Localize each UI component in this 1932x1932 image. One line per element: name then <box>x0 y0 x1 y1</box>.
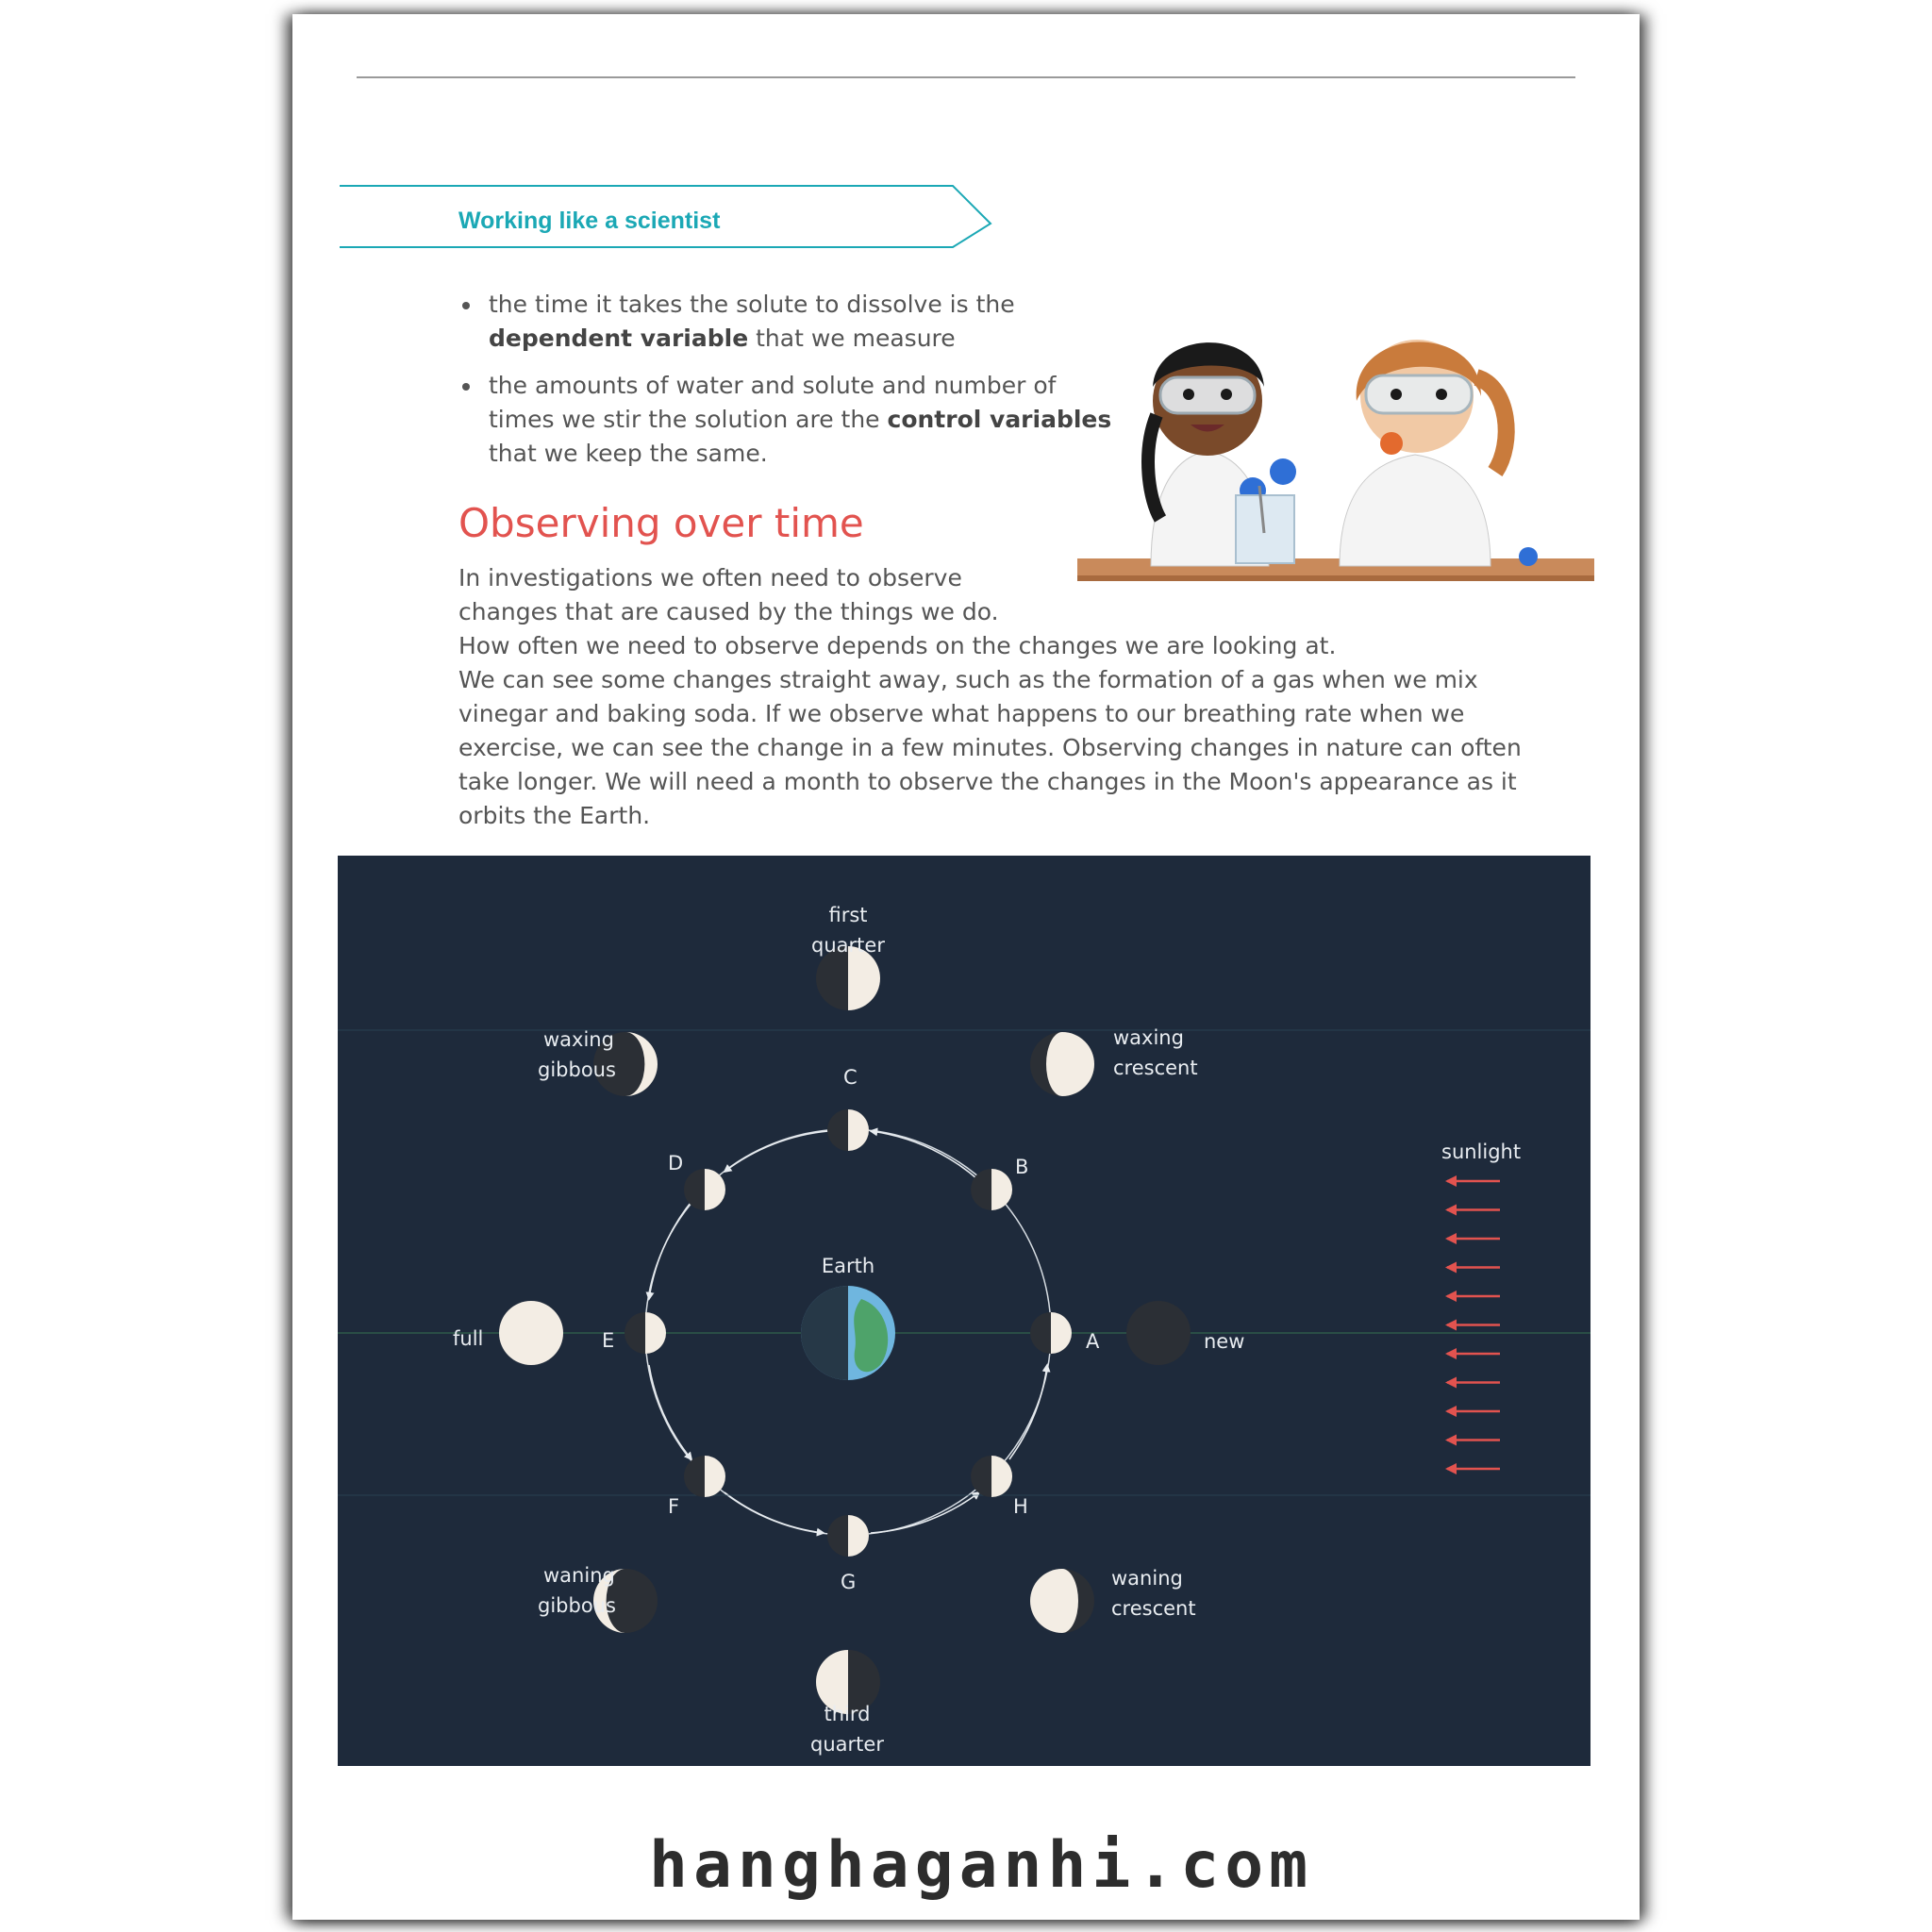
sunlight-arrow <box>1445 1175 1500 1187</box>
orbit-arrow <box>724 1492 824 1533</box>
orbit-label-e: E <box>602 1329 615 1352</box>
orbit-moon-c <box>827 1109 869 1151</box>
sunlight-arrow <box>1445 1463 1500 1474</box>
paragraph-line: In investigations we often need to observe <box>458 564 962 591</box>
orbit-moon-d <box>684 1169 725 1210</box>
phase-label-waxing-crescent-1: waxing <box>1113 1026 1184 1049</box>
phase-label-new: new <box>1204 1330 1245 1353</box>
earth-globe <box>801 1286 895 1380</box>
orbit-label-h: H <box>1013 1495 1028 1518</box>
phase-label-waning-gibbous-1: waning <box>543 1564 615 1587</box>
sunlight-arrow <box>1445 1205 1500 1216</box>
phase-label-waning-crescent-1: waning <box>1111 1567 1183 1590</box>
sunlight-arrow <box>1445 1262 1500 1274</box>
phase-moon-waning-crescent <box>1030 1569 1094 1633</box>
orbit-moon-a <box>1030 1312 1072 1354</box>
sunlight-arrows <box>1445 1175 1500 1474</box>
phase-label-waning-gibbous-2: gibbous <box>538 1594 616 1617</box>
orbit-label-d: D <box>668 1152 684 1174</box>
paragraph-line: changes that are caused by the things we do. <box>458 598 999 625</box>
orbit-label-a: A <box>1086 1330 1100 1353</box>
phase-label-waxing-crescent-2: crescent <box>1113 1057 1198 1079</box>
phase-label-first-quarter-2: quarter <box>811 934 885 957</box>
sunlight-arrow <box>1445 1377 1500 1389</box>
section-heading: Observing over time <box>458 500 864 546</box>
phase-moon-full <box>499 1301 563 1365</box>
scientists-illustration <box>1066 283 1594 594</box>
sunlight-arrow <box>1445 1406 1500 1417</box>
orbit-label-f: F <box>668 1495 680 1518</box>
phase-moon-new <box>1126 1301 1191 1365</box>
orbit-moon-f <box>684 1456 725 1497</box>
sunlight-arrow <box>1445 1291 1500 1302</box>
orbit-moon-e <box>625 1312 666 1354</box>
phase-label-waxing-gibbous-1: waxing <box>543 1028 614 1051</box>
sunlight-arrow <box>1445 1233 1500 1244</box>
sunlight-arrow <box>1445 1435 1500 1446</box>
watermark-bottom: hanghaganhi.com <box>649 1828 1314 1903</box>
orbit-label-g: G <box>841 1571 857 1593</box>
paragraph-line: How often we need to observe depends on the changes we are looking at. <box>458 632 1337 659</box>
phase-label-first-quarter-1: first <box>828 904 868 926</box>
phase-label-waxing-gibbous-2: gibbous <box>538 1058 616 1081</box>
body-text <box>458 561 1543 833</box>
moon-phases-svg <box>338 856 1591 1766</box>
sunlight-arrow <box>1445 1348 1500 1359</box>
orbit-moon-b <box>971 1169 1012 1210</box>
orbit-arrow <box>649 1365 691 1459</box>
sunlight-label: sunlight <box>1441 1141 1522 1163</box>
phase-label-full: full <box>453 1327 484 1350</box>
orbit-label-c: C <box>843 1066 858 1089</box>
paragraph: We can see some changes straight away, such as the formation of a gas when we mix vinegar and baking soda. If we observe what happens to our breathing rate when we exercise, we can see the change in a few minutes. Observing changes in nature can often take longer. We will need a month to observe the changes in the Moon's appearance as it orbits the Earth. <box>458 666 1522 829</box>
sunlight-arrow <box>1445 1320 1500 1331</box>
bullet-item-control: the amounts of water and solute and number of times we stir the solution are the control variables that we keep the same. <box>458 369 1119 471</box>
orbit-moon-h <box>971 1456 1012 1497</box>
orbit-moon-g <box>827 1515 869 1557</box>
earth-label: Earth <box>821 1255 875 1277</box>
orbit-arrow <box>724 1131 828 1172</box>
phase-label-waning-crescent-2: crescent <box>1111 1597 1196 1620</box>
phase-label-third-quarter-1: third <box>824 1703 871 1725</box>
textbook-page <box>292 14 1640 1920</box>
moon-phases-diagram <box>338 856 1591 1766</box>
bullet-item-dependent: the time it takes the solute to dissolve is the dependent variable that we measure <box>458 288 1119 356</box>
bullet-list <box>458 288 1119 484</box>
phase-moon-waxing-crescent <box>1030 1032 1094 1096</box>
phase-label-third-quarter-2: quarter <box>810 1733 884 1756</box>
orbit-label-b: B <box>1015 1156 1029 1178</box>
top-rule <box>357 76 1575 78</box>
orbit-arrow <box>1009 1365 1047 1459</box>
banner-label: Working like a scientist <box>458 208 721 234</box>
